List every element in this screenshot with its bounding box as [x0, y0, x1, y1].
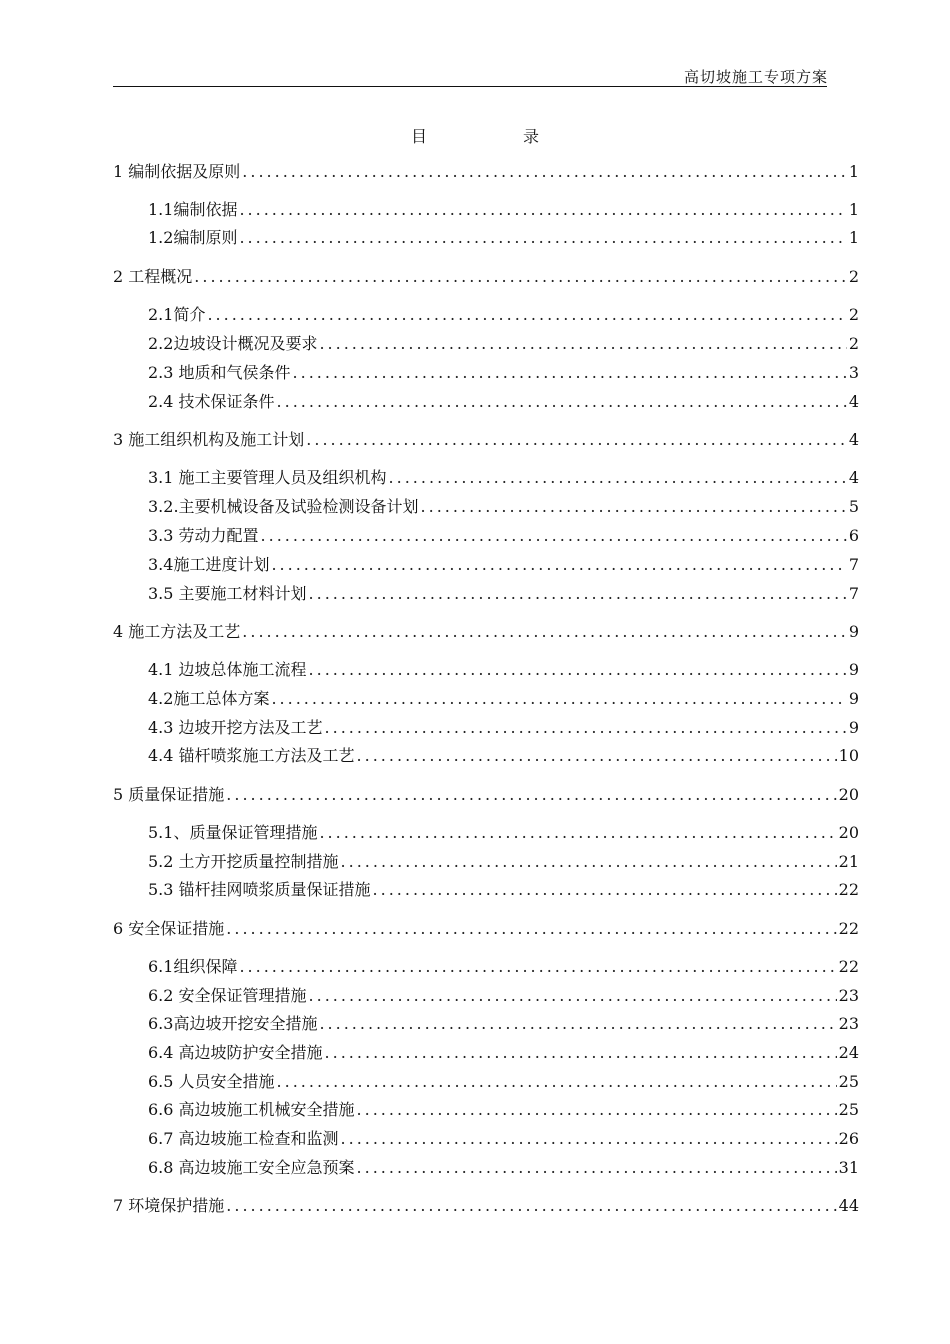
toc-entry-label: 1.1编制依据	[148, 200, 238, 219]
toc-entry[interactable]	[113, 919, 859, 939]
toc-entry-label: 3 施工组织机构及施工计划	[113, 430, 305, 449]
toc-entry[interactable]	[113, 1196, 859, 1216]
toc-entry-page-number: 9	[848, 622, 859, 641]
toc-entry[interactable]	[148, 1043, 859, 1063]
toc-entry-page-number: 22	[838, 919, 859, 938]
toc-dot-leader	[271, 555, 846, 575]
toc-entry[interactable]	[148, 852, 859, 872]
toc-entry-label: 5 质量保证措施	[113, 785, 225, 804]
toc-dot-leader	[242, 622, 847, 642]
toc-entry-label: 4.2施工总体方案	[148, 689, 270, 708]
toc-entry-label: 5.2 土方开挖质量控制措施	[148, 852, 339, 871]
toc-dot-leader	[194, 267, 847, 287]
toc-dot-leader	[271, 689, 846, 709]
toc-entry[interactable]	[113, 430, 859, 450]
toc-entry[interactable]	[113, 162, 859, 182]
toc-entry[interactable]	[148, 468, 859, 488]
toc-dot-leader	[226, 785, 836, 805]
toc-entry-label: 3.4施工进度计划	[148, 555, 270, 574]
toc-entry-page-number: 7	[848, 584, 859, 603]
toc-entry-page-number: 7	[848, 555, 859, 574]
toc-entry-page-number: 26	[838, 1129, 859, 1148]
toc-entry-page-number: 4	[848, 392, 859, 411]
toc-dot-leader	[325, 718, 847, 738]
toc-entry-page-number: 2	[848, 267, 859, 286]
toc-entry-label: 6.5 人员安全措施	[148, 1072, 275, 1091]
toc-entry[interactable]	[148, 957, 859, 977]
toc-entry-label: 1.2编制原则	[148, 228, 238, 247]
toc-entry-page-number: 20	[838, 785, 859, 804]
toc-dot-leader	[277, 1072, 837, 1092]
toc-entry-page-number: 4	[848, 430, 859, 449]
toc-dot-leader	[293, 363, 847, 383]
toc-entry-page-number: 1	[848, 200, 859, 219]
toc-dot-leader	[306, 430, 847, 450]
toc-entry-label: 3.5 主要施工材料计划	[148, 584, 307, 603]
toc-entry-label: 6.2 安全保证管理措施	[148, 986, 307, 1005]
toc-entry[interactable]	[148, 1014, 859, 1034]
toc-entry[interactable]	[113, 785, 859, 805]
toc-title: 目 录	[410, 127, 579, 146]
toc-entry-label: 4 施工方法及工艺	[113, 622, 241, 641]
toc-entry-label: 5.1、质量保证管理措施	[148, 823, 318, 842]
toc-dot-leader	[341, 1129, 837, 1149]
toc-entry[interactable]	[148, 823, 859, 843]
toc-entry[interactable]	[148, 392, 859, 412]
toc-entry-page-number: 22	[838, 957, 859, 976]
toc-entry[interactable]	[148, 200, 859, 220]
toc-entry-page-number: 10	[838, 746, 859, 765]
toc-dot-leader	[373, 880, 837, 900]
toc-entry-page-number: 22	[838, 880, 859, 899]
toc-dot-leader	[319, 334, 846, 354]
toc-dot-leader	[239, 228, 846, 248]
toc-dot-leader	[277, 392, 847, 412]
toc-entry[interactable]	[113, 622, 859, 642]
toc-entry-page-number: 23	[838, 986, 859, 1005]
toc-entry-page-number: 5	[848, 497, 859, 516]
toc-entry-label: 3.1 施工主要管理人员及组织机构	[148, 468, 387, 487]
toc-dot-leader	[357, 746, 837, 766]
toc-entry[interactable]	[148, 1100, 859, 1120]
toc-entry[interactable]	[148, 1072, 859, 1092]
toc-entry-page-number: 9	[848, 660, 859, 679]
toc-entry-label: 2.1简介	[148, 305, 206, 324]
toc-entry-page-number: 25	[838, 1072, 859, 1091]
toc-entry-page-number: 24	[838, 1043, 859, 1062]
toc-entry[interactable]	[148, 228, 859, 248]
toc-dot-leader	[226, 919, 836, 939]
toc-entry-page-number: 2	[848, 305, 859, 324]
toc-entry-label: 2.2边坡设计概况及要求	[148, 334, 318, 353]
toc-entry-label: 4.4 锚杆喷浆施工方法及工艺	[148, 746, 355, 765]
toc-entry-label: 2.3 地质和气侯条件	[148, 363, 291, 382]
toc-dot-leader	[319, 1014, 836, 1034]
toc-entry-page-number: 4	[848, 468, 859, 487]
toc-entry-page-number: 31	[838, 1158, 859, 1177]
toc-entry[interactable]	[148, 526, 859, 546]
toc-entry-label: 5.3 锚杆挂网喷浆质量保证措施	[148, 880, 371, 899]
toc-entry[interactable]	[113, 267, 859, 287]
toc-entry-label: 6.7 高边坡施工检查和监测	[148, 1129, 339, 1148]
table-of-contents	[113, 0, 859, 1344]
toc-entry-page-number: 25	[838, 1100, 859, 1119]
toc-entry-page-number: 3	[848, 363, 859, 382]
toc-dot-leader	[309, 660, 847, 680]
toc-entry-label: 6.8 高边坡施工安全应急预案	[148, 1158, 355, 1177]
toc-entry-label: 4.1 边坡总体施工流程	[148, 660, 307, 679]
toc-entry-page-number: 44	[838, 1196, 859, 1215]
toc-entry[interactable]	[148, 584, 859, 604]
toc-dot-leader	[341, 852, 837, 872]
toc-entry-page-number: 9	[848, 689, 859, 708]
running-header-title: 高切坡施工专项方案	[683, 68, 828, 86]
toc-dot-leader	[239, 957, 836, 977]
toc-entry-label: 7 环境保护措施	[113, 1196, 225, 1215]
toc-entry[interactable]	[148, 746, 859, 766]
toc-entry[interactable]	[148, 555, 859, 575]
toc-entry[interactable]	[148, 497, 859, 517]
toc-entry[interactable]	[148, 689, 859, 709]
toc-entry-page-number: 23	[838, 1014, 859, 1033]
toc-entry-label: 4.3 边坡开挖方法及工艺	[148, 718, 323, 737]
toc-entry-label: 6.6 高边坡施工机械安全措施	[148, 1100, 355, 1119]
toc-entry[interactable]	[148, 880, 859, 900]
toc-entry-label: 6.1组织保障	[148, 957, 238, 976]
toc-entry[interactable]	[148, 986, 859, 1006]
toc-dot-leader	[309, 584, 847, 604]
toc-entry-page-number: 9	[848, 718, 859, 737]
toc-entry-label: 6.3高边坡开挖安全措施	[148, 1014, 318, 1033]
toc-dot-leader	[319, 823, 836, 843]
toc-dot-leader	[325, 1043, 837, 1063]
toc-dot-leader	[309, 986, 837, 1006]
toc-entry-page-number: 6	[848, 526, 859, 545]
toc-dot-leader	[261, 526, 847, 546]
toc-entry[interactable]	[148, 363, 859, 383]
toc-entry-label: 3.3 劳动力配置	[148, 526, 259, 545]
toc-entry[interactable]	[148, 1129, 859, 1149]
toc-dot-leader	[242, 162, 847, 182]
toc-entry-label: 2.4 技术保证条件	[148, 392, 275, 411]
toc-entry[interactable]	[148, 1158, 859, 1178]
toc-entry[interactable]	[148, 334, 859, 354]
toc-dot-leader	[357, 1158, 837, 1178]
toc-entry-label: 6 安全保证措施	[113, 919, 225, 938]
toc-entry-label: 3.2.主要机械设备及试验检测设备计划	[148, 497, 419, 516]
toc-entry-label: 1 编制依据及原则	[113, 162, 241, 181]
toc-entry-page-number: 20	[838, 823, 859, 842]
toc-dot-leader	[357, 1100, 837, 1120]
toc-entry[interactable]	[148, 718, 859, 738]
toc-dot-leader	[207, 305, 846, 325]
toc-entry[interactable]	[148, 660, 859, 680]
toc-dot-leader	[389, 468, 847, 488]
toc-entry-label: 6.4 高边坡防护安全措施	[148, 1043, 323, 1062]
toc-entry-page-number: 21	[838, 852, 859, 871]
toc-entry-page-number: 2	[848, 334, 859, 353]
toc-entry[interactable]	[148, 305, 859, 325]
toc-dot-leader	[226, 1196, 836, 1216]
toc-entry-label: 2 工程概况	[113, 267, 193, 286]
toc-entry-page-number: 1	[848, 228, 859, 247]
toc-dot-leader	[421, 497, 847, 517]
toc-entry-page-number: 1	[848, 162, 859, 181]
toc-dot-leader	[239, 200, 846, 220]
